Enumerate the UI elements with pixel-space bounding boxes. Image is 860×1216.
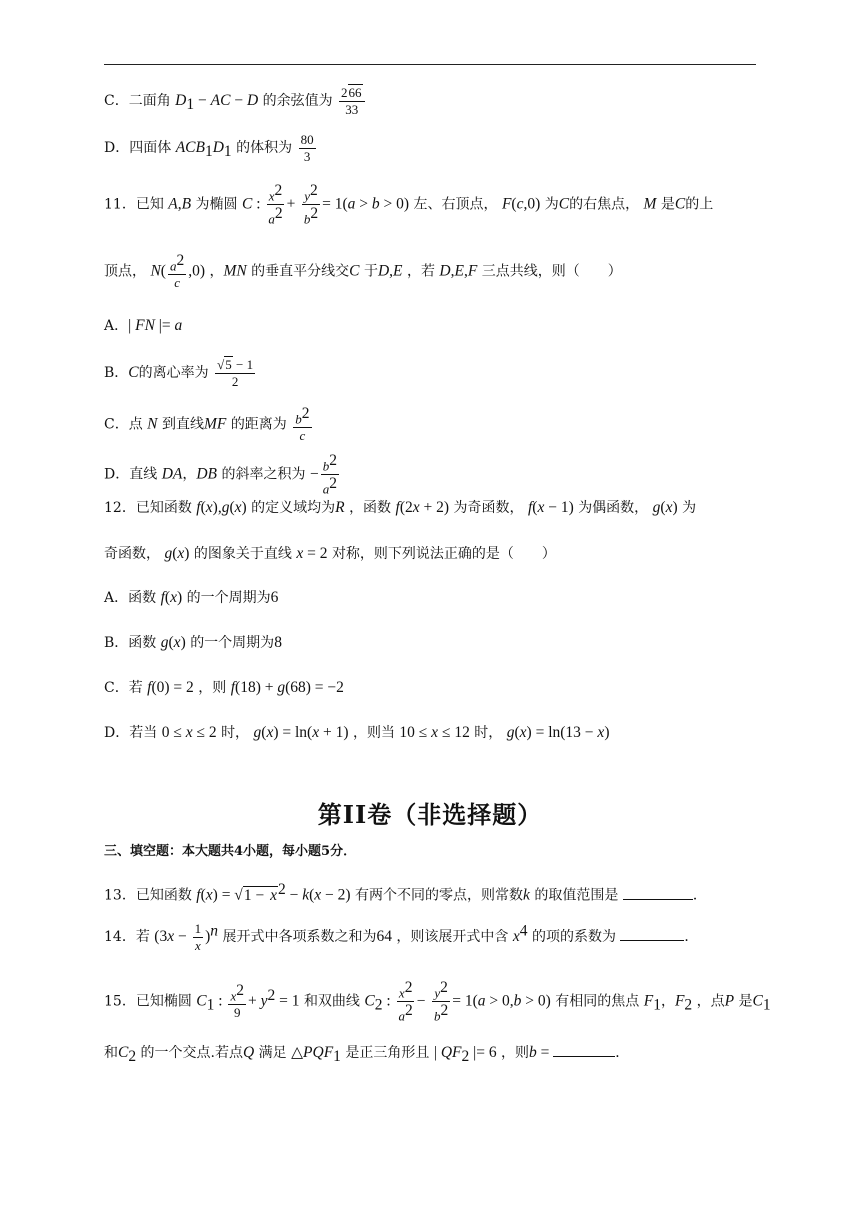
option-12b: B．函数 g(x) 的一个周期为8 [104,634,282,651]
question-14: 14．若 (3x − $\frac{1}{x}$ )$^n$ 展开式中各项系数之和为64 ，则该展开式中含 $x^4$ 的项的系数为 ． [104,921,699,953]
option-10d: D．四面体 $ACB_1D_1$ 的体积为 $\frac{80}{3}$ [104,132,314,164]
question-13: 13．已知函数 $f(x) = √1 - x^2 - k(x - 2)$ 有两个不同的零点，则常数k 的取值范围是 ． [104,881,707,904]
option-11b: B．C的离心率为 $\frac{√5 - 1}{2}$ [104,357,254,389]
question-12: 12．已知函数 f(x),g(x) 的定义域均为R ，函数 f(2x + 2) 为奇函数， f(x − 1) 为偶函数， g(x) 为 [104,499,697,516]
option-10c: C．二面角 $D_1$ − AC − D 的余弦值为 $\frac{266}{33}$ [104,86,367,116]
answer-blank-14[interactable] [620,928,684,941]
question-15: 15．已知椭圆 $C_1$ : $\frac{x^2}{9}$ + $y^2 = 1$ 和双曲线 $C_2$ : $\frac{x^2}{a^2}$ − $\frac{y^2}{b^2}$ = 1(a > 0,b > 0) 有相同的焦点 $F_1$，$F_2$ ，点P 是$C_1$ [104,979,771,1024]
question-15-cont: 和$C_2$ 的一个交点.若点Q 满足 $\triangle PQF_1$ 是正三角形且 | $QF_2$ |= 6 ，则b = ． [104,1044,630,1065]
option-12c: C．若 f(0) = 2 ，则 f(18) + g(68) = −2 [104,679,344,696]
section-heading: 三、填空题：本大题共4小题，每小题5分． [104,844,357,859]
question-12-cont: 奇函数， g(x) 的图象关于直线 x = 2 对称，则下列说法正确的是（ ） [104,545,556,562]
option-12a: A．函数 f(x) 的一个周期为6 [104,589,279,606]
header-rule [104,64,756,65]
question-11-cont: 顶点， N( $\frac{a^2}{c}$ ,0) ，MN 的垂直平分线交C 于D,E ，若 D,E,F 三点共线，则（ ） [104,252,622,290]
answer-blank-13[interactable] [623,887,693,900]
question-11: 11．已知 A,B 为椭圆 C : $\frac{x^2}{a^2}$ + $\frac{y^2}{b^2}$ = 1(a > b > 0) 左、右顶点， F(c,0) 为C的右焦点， M 是C的上 [104,182,714,227]
option-11d: D．直线 DA，DB 的斜率之积为 − $\frac{b^2}{a^2}$ [104,452,337,497]
answer-blank-15[interactable] [553,1044,615,1057]
option-12d: D．若当 0 ≤ x ≤ 2 时， g(x) = ln(x + 1) ，则当 10 ≤ x ≤ 12 时， g(x) = ln(13 − x) [104,724,610,741]
option-11a: A．| FN |= a [104,317,183,334]
section-title: 第II卷（非选择题） [317,800,543,829]
option-11c: C．点 N 到直线MF 的距离为 $\frac{b^2}{c}$ [104,405,310,443]
